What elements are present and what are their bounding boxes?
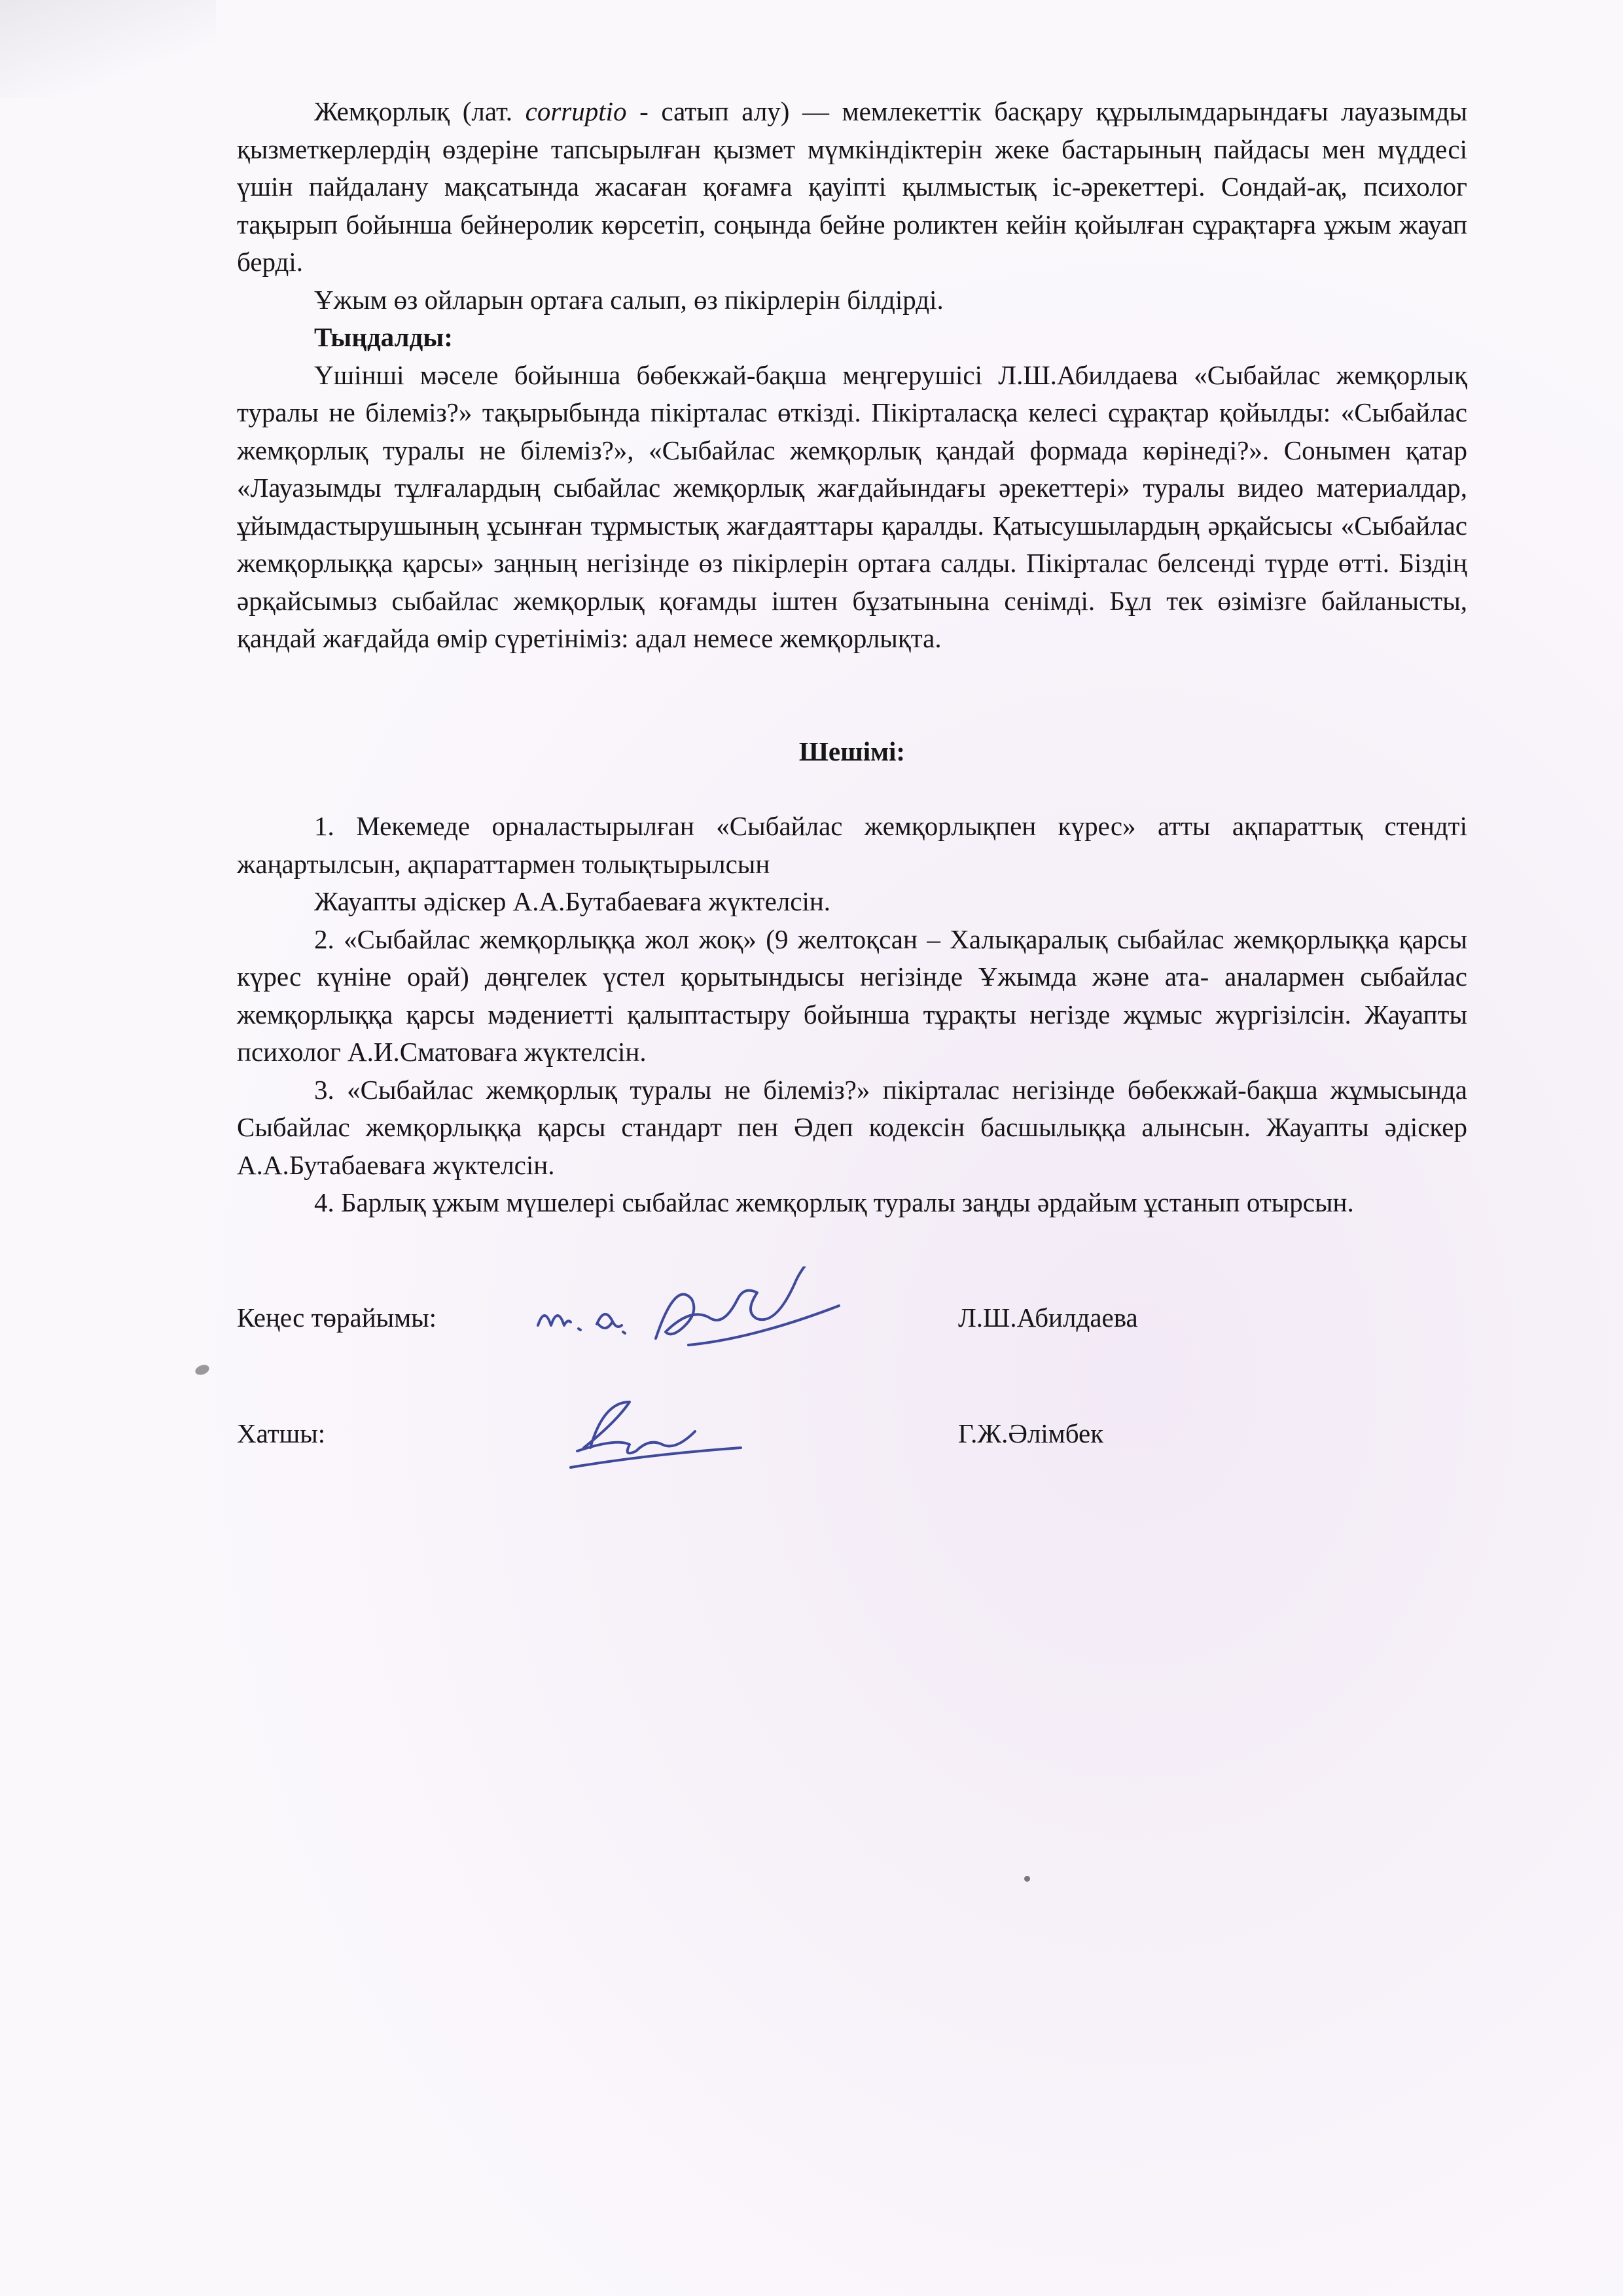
document-body <box>237 93 1467 1454</box>
paragraph-team-opinions: Ұжым өз ойларын ортаға салып, өз пікірлерін білдірді. <box>314 284 944 315</box>
definition-latin-term: corruptio - <box>525 96 649 126</box>
paragraph-corruption-definition <box>237 93 1467 281</box>
decision-item-2: 2. «Сыбайлас жемқорлыққа жол жоқ» (9 желтоқсан – Халықаралық сыбайлас жемқорлыққа қарсы күрес күніне орай) дөңгелек үстел қорытындысы негізінде Ұжымда және ата- аналармен сыбайлас жемқорлыққа қарсы мәдениетті қалыптастыру бойынша тұрақты негізде жұмыс жүргізілсін. Жауапты психолог А.И.Сматоваға жүктелсін. <box>237 924 1467 1067</box>
heading-decision: Шешімі: <box>798 736 906 766</box>
secretary-label: Хатшы: <box>237 1418 326 1448</box>
decision-item-3: 3. «Сыбайлас жемқорлық туралы не білеміз?» пікірталас негізінде бөбекжай-бақша жұмысында Сыбайлас жемқорлыққа қарсы стандарт пен Әдеп кодексін басшылыққа алынсын. Жауапты әдіскер А.А.Бутабаеваға жүктелсін. <box>237 1074 1467 1180</box>
decision-item-1-responsible: Жауапты әдіскер А.А.Бутабаеваға жүктелсін. <box>314 886 831 916</box>
scan-speck <box>194 1363 210 1377</box>
secretary-signature-row <box>237 1415 1467 1454</box>
spacer <box>237 658 1467 733</box>
secretary-name: Г.Ж.Әлімбек <box>958 1418 1104 1448</box>
page-corner-fold <box>0 0 216 98</box>
scan-speck <box>1024 1876 1030 1882</box>
chair-signature-icon <box>525 1266 891 1365</box>
decision-item-1: 1. Мекемеде орналастырылған «Сыбайлас жемқорлықпен күрес» атты ақпараттық стендті жаңартылсын, ақпараттармен толықтырылсын <box>237 811 1467 879</box>
definition-text-rest: сатып алу) — мемлекеттік басқару құрылымдарындағы лауазымды қызметкерлердің өздеріне тапсырылған қызмет мүмкіндіктерін жеке бастарының пайдасы мен мүддесі үшін пайдалану мақсатында жасаған қоғамға қауіпті қылмыстық іс-әрекеттері. Сондай-ақ, психолог тақырып бойынша бейнеролик көрсетіп, соңында бейне роликтен кейін қойылған сұрақтарға ұжым жауап берді. <box>237 96 1468 277</box>
chair-signature-row <box>237 1299 1467 1338</box>
paragraph-third-issue: Үшінші мәселе бойынша бөбекжай-бақша меңгерушісі Л.Ш.Абилдаева «Сыбайлас жемқорлық туралы не білеміз?» тақырыбында пікірталас өткізді. Пікірталасқа келесі сұрақтар қойылды: «Сыбайлас жемқорлық туралы не білеміз?», «Сыбайлас жемқорлық қандай формада көрінеді?». Сонымен қатар «Лауазымды тұлғалардың сыбайлас жемқорлық жағдайындағы әрекеттері» туралы видео материалдар, ұйымдастырушының ұсынған тұрмыстық жағдаяттары қаралды. Қатысушылардың әрқайсысы «Сыбайлас жемқорлыққа қарсы» заңның негізінде өз пікірлерін ортаға салды. Пікірталас белсенді түрде өтті. Біздің әрқайсымыз сыбайлас жемқорлық қоғамды іштен бұзатынына сенімді. Бұл тек өзімізге байланысты, қандай жағдайда өмір сүретініміз: адал немесе жемқорлықта. <box>237 359 1467 653</box>
decision-item-4: 4. Барлық ұжым мүшелері сыбайлас жемқорлық туралы заңды әрдайым ұстанып отырсын. <box>314 1187 1354 1217</box>
heading-heard: Тыңдалды: <box>314 322 453 352</box>
chair-label: Кеңес төрайымы: <box>237 1302 437 1333</box>
chair-name: Л.Ш.Абилдаева <box>958 1302 1138 1333</box>
secretary-signature-icon <box>564 1389 760 1480</box>
definition-text-start: Жемқорлық (лат. <box>314 96 526 126</box>
spacer <box>237 770 1467 808</box>
